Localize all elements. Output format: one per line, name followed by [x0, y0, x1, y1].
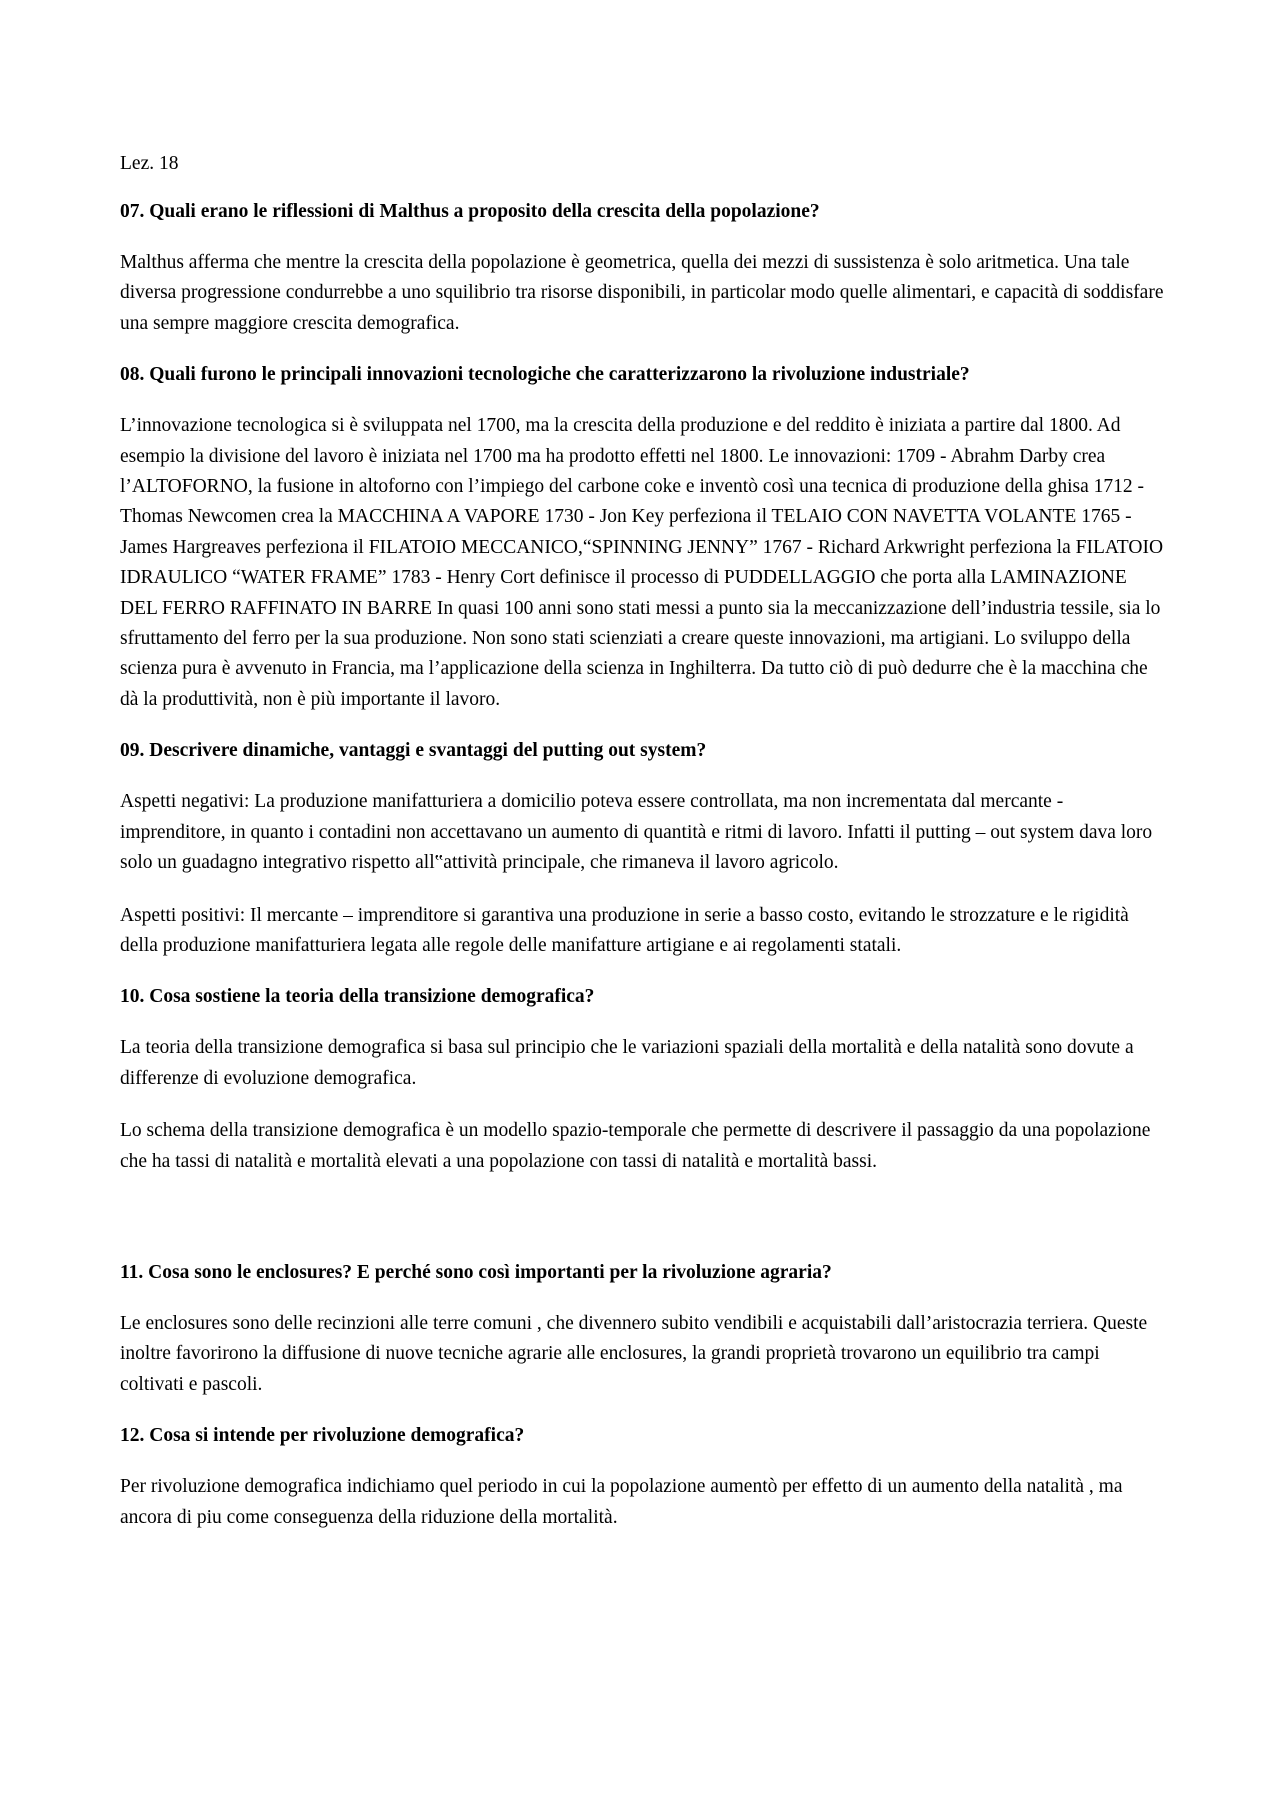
section-11: [120, 1259, 1165, 1400]
question-heading: 08. Quali furono le principali innovazioni tecnologiche che caratterizzarono la rivoluzione industriale?: [120, 364, 970, 386]
answer-paragraph: Lo schema della transizione demografica è un modello spazio-temporale che permette di descrivere il passaggio da una popolazione che ha tassi di natalità e mortalità elevati a una popolazione con tassi di natalità e mortalità bassi.: [120, 1120, 1151, 1172]
answer-paragraph: Le enclosures sono delle recinzioni alle terre comuni , che divennero subito vendibili e acquistabili dall’aristocrazia terriera. Queste inoltre favorirono la diffusione di nuove tecniche agrarie alle enclosures, la grandi proprietà trovarono un equilibrio tra campi coltivati e pascoli.: [120, 1312, 1148, 1395]
section-08: [120, 361, 1165, 715]
question-heading: 10. Cosa sostiene la teoria della transizione demografica?: [120, 986, 595, 1008]
question-heading: 07. Quali erano le riflessioni di Malthus a proposito della crescita della popolazione?: [120, 201, 820, 222]
section-10: [120, 983, 1165, 1177]
question-heading: 12. Cosa si intende per rivoluzione demografica?: [120, 1425, 525, 1447]
answer-paragraph: Per rivoluzione demografica indichiamo quel periodo in cui la popolazione aumentò per effetto di un aumento della natalità , ma ancora di piu come conseguenza della riduzione della mortalità.: [120, 1476, 1123, 1528]
section-07: [120, 198, 1165, 339]
question-heading: 11. Cosa sono le enclosures? E perché sono così importanti per la rivoluzione agraria?: [120, 1261, 832, 1283]
answer-paragraph: Malthus afferma che mentre la crescita della popolazione è geometrica, quella dei mezzi di sussistenza è solo aritmetica. Una tale diversa progressione condurrebbe a uno squilibrio tra risorse disponibili, in particolar modo quelle alimentari, e capacità di soddisfare una sempre maggiore crescita demografica.: [120, 252, 1164, 334]
answer-paragraph: Aspetti positivi: Il mercante – imprenditore si garantiva una produzione in serie a basso costo, evitando le strozzature e le rigidità della produzione manifatturiera legata alle regole delle manifatture artigiane e ai regolamenti statali.: [120, 904, 1129, 956]
lesson-label: Lez. 18: [120, 153, 179, 174]
blank-space: [120, 1199, 1165, 1259]
answer-paragraph: Aspetti negativi: La produzione manifatturiera a domicilio poteva essere controllata, ma non incrementata dal mercante - imprenditore, in quanto i contadini non accettavano un aumento di quantità e ritmi di lavoro. Infatti il putting – out system dava loro solo un guadagno integrativo rispetto all‟attività principale, che rimaneva il lavoro agricolo.: [120, 791, 1153, 874]
section-09: [120, 737, 1165, 961]
question-heading: 09. Descrivere dinamiche, vantaggi e svantaggi del putting out system?: [120, 740, 707, 762]
answer-paragraph: La teoria della transizione demografica si basa sul principio che le variazioni spaziali della mortalità e della natalità sono dovute a differenze di evoluzione demografica.: [120, 1037, 1134, 1089]
document-page: [120, 150, 1165, 1555]
section-12: [120, 1422, 1165, 1533]
answer-paragraph: L’innovazione tecnologica si è sviluppata nel 1700, ma la crescita della produzione e del reddito è iniziata a partire dal 1800. Ad esempio la divisione del lavoro è iniziata nel 1700 ma ha prodotto effetti nel 1800. Le innovazioni: 1709 - Abrahm Darby crea l’ALTOFORNO, la fusione in altoforno con l’impiego del carbone coke e inventò così una tecnica di produzione della ghisa 1712 - Thomas Newcomen crea la MACCHINA A VAPORE 1730 - Jon Key perfeziona il TELAIO CON NAVETTA VOLANTE 1765 - James Hargreaves perfeziona il FILATOIO MECCANICO,“SPINNING JENNY” 1767 - Richard Arkwright perfeziona la FILATOIO IDRAULICO “WATER FRAME” 1783 - Henry Cort definisce il processo di PUDDELLAGGIO che porta alla LAMINAZIONE DEL FERRO RAFFINATO IN BARRE In quasi 100 anni sono stati messi a punto sia la meccanizzazione dell’industria tessile, sia lo sfruttamento del ferro per la sua produzione. Non sono stati scienziati a creare queste innovazioni, ma artigiani. Lo sviluppo della scienza pura è avvenuto in Francia, ma l’applicazione della scienza in Inghilterra. Da tutto ciò di può dedurre che è la macchina che dà la produttività, non è più importante il lavoro.: [120, 415, 1164, 710]
